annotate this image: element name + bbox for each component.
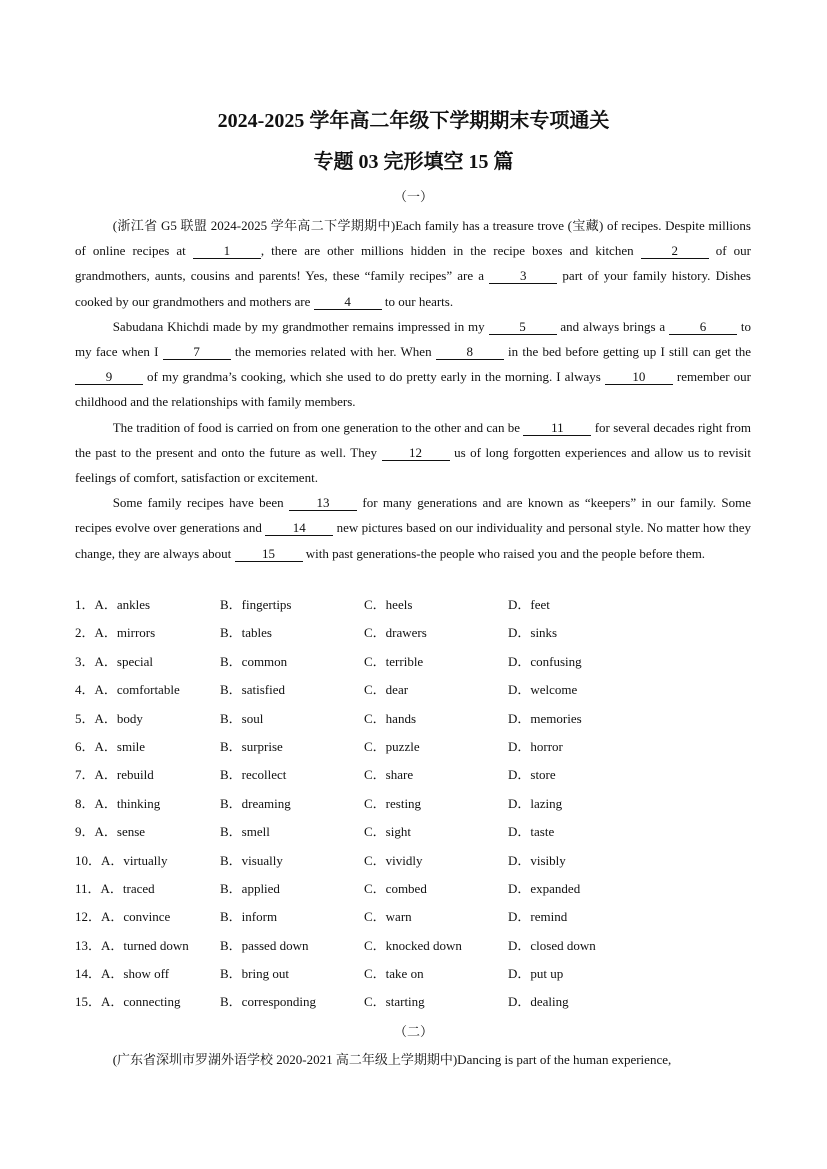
text-segment: to my face when I <box>75 318 751 360</box>
passage-2 <box>75 1047 751 1072</box>
option-a <box>75 878 155 897</box>
option-c: C．dear <box>364 682 409 698</box>
blank-7: 7 <box>163 345 231 360</box>
question-row <box>75 935 755 963</box>
document-subtitle: 专题 03 完形填空 15 篇 <box>313 151 514 173</box>
blank-10: 10 <box>605 370 673 385</box>
question-number: 11． <box>75 880 101 896</box>
option-a <box>75 935 189 954</box>
blank-1: 1 <box>193 244 261 259</box>
blank-13: 13 <box>289 496 357 511</box>
text-segment: part of your family history. Dishes cooked by our grandmothers and mothers are <box>75 268 751 309</box>
question-number: 7． <box>75 767 95 783</box>
text-segment: for many generations and are known as “keepers” in our family. Some recipes evolve over generations and <box>75 495 751 536</box>
option-d: D．horror <box>508 738 563 754</box>
option-d: D．put up <box>508 966 564 982</box>
question-number: 6． <box>75 738 95 754</box>
question-row <box>75 651 755 679</box>
option-b: B．soul <box>220 710 264 726</box>
option-a <box>75 708 143 727</box>
option-b: B．fingertips <box>220 597 292 612</box>
text-segment: Sabudana Khichdi made by my grandmother remains impressed in my <box>112 318 489 334</box>
option-a <box>75 736 145 755</box>
question-number: 5． <box>75 710 95 726</box>
text-segment: , there are other millions hidden in the recipe boxes and kitchen <box>260 243 641 259</box>
option-d: D．closed down <box>508 937 596 953</box>
option-d: D．expanded <box>508 880 581 896</box>
option-a <box>75 764 154 783</box>
text-segment: with past generations-the people who raised you and the people before them. <box>302 545 706 561</box>
option-c: C．hands <box>364 710 417 726</box>
option-a <box>75 622 155 641</box>
option-a <box>75 594 150 613</box>
option-d: D．memories <box>508 710 582 726</box>
blank-2: 2 <box>641 244 709 259</box>
document-title: 2024-2025 学年高二年级下学期期末专项通关 <box>217 110 610 132</box>
option-b: B．tables <box>220 625 272 641</box>
option-d: D．confusing <box>508 653 582 669</box>
blank-6: 6 <box>669 320 737 335</box>
option-c: C．terrible <box>364 653 424 669</box>
blank-12: 12 <box>382 446 450 461</box>
question-number: 2． <box>75 625 95 641</box>
blank-14: 14 <box>265 521 333 536</box>
option-d: D．sinks <box>508 625 558 641</box>
option-b: B．corresponding <box>220 994 317 1010</box>
option-b: B．surprise <box>220 738 283 754</box>
option-d: D．remind <box>508 909 568 925</box>
question-row <box>75 622 755 650</box>
option-text: A．body <box>94 710 143 726</box>
option-b: B．smell <box>220 824 270 840</box>
question-number: 12． <box>75 909 102 925</box>
question-number: 15． <box>75 994 102 1010</box>
question-number: 3． <box>75 653 95 669</box>
text-segment: remember our childhood and the relationships with family members. <box>75 369 751 410</box>
option-a <box>75 821 145 840</box>
option-text: A．turned down <box>101 937 189 953</box>
question-number: 1． <box>75 597 95 612</box>
question-row <box>75 736 755 764</box>
text-segment: of my grandma’s cooking, which she used to do pretty early in the morning. I always <box>143 369 605 385</box>
blank-9: 9 <box>75 370 143 385</box>
option-b: B．inform <box>220 909 278 925</box>
option-b: B．visually <box>220 852 283 868</box>
option-c: C．share <box>364 767 414 783</box>
paragraph <box>75 314 751 415</box>
blank-15: 15 <box>235 547 303 562</box>
question-number: 9． <box>75 824 95 840</box>
option-b: B．recollect <box>220 767 287 783</box>
question-row <box>75 793 755 821</box>
option-text: A．mirrors <box>94 625 156 641</box>
section-heading-2: （二） <box>393 1024 433 1039</box>
text-segment: for several decades right from the past to the present and onto the future as well. They <box>75 419 751 460</box>
option-d: D．lazing <box>508 795 563 811</box>
section-heading-1: （一） <box>393 189 433 204</box>
question-number: 4． <box>75 682 95 698</box>
option-a <box>75 793 160 812</box>
option-d: D．dealing <box>508 994 569 1010</box>
paragraph <box>75 490 751 566</box>
passage-1 <box>75 213 751 566</box>
option-text: A．traced <box>100 880 155 896</box>
option-b: B．bring out <box>220 966 289 982</box>
option-c: C．drawers <box>364 625 427 641</box>
question-row <box>75 821 755 849</box>
option-a <box>75 850 167 869</box>
blank-5: 5 <box>489 320 557 335</box>
option-c: C．resting <box>364 795 422 811</box>
option-a <box>75 906 170 925</box>
option-d: D．welcome <box>508 682 578 698</box>
question-row <box>75 850 755 878</box>
option-d: D．feet <box>508 597 550 612</box>
text-segment: Some family recipes have been <box>112 495 290 511</box>
option-c: C．take on <box>364 966 424 982</box>
option-c: C．warn <box>364 909 412 925</box>
options-list <box>75 594 755 1020</box>
question-row <box>75 906 755 934</box>
question-row <box>75 594 755 622</box>
option-c: C．sight <box>364 824 411 840</box>
option-b: B．passed down <box>220 937 309 953</box>
option-d: D．visibly <box>508 852 566 868</box>
paragraph <box>75 415 751 491</box>
question-number: 10． <box>75 852 102 868</box>
text-segment: of our grandmothers, aunts, cousins and parents! Yes, these “family recipes” are a <box>75 243 752 284</box>
paragraph <box>75 213 751 314</box>
option-c: C．heels <box>364 597 413 612</box>
question-row <box>75 991 755 1019</box>
text-segment: and always brings a <box>556 318 670 334</box>
option-text: A．convince <box>101 909 171 925</box>
option-c: C．vividly <box>364 852 423 868</box>
question-row <box>75 878 755 906</box>
option-text: A．comfortable <box>94 682 180 698</box>
text-segment: new pictures based on our individuality and personal style. No matter how they change, they are always about <box>75 520 752 561</box>
option-c: C．puzzle <box>364 738 420 754</box>
option-b: B．dreaming <box>220 795 291 811</box>
option-text: A．thinking <box>94 795 161 811</box>
blank-3: 3 <box>489 269 557 284</box>
text-segment: the memories related with her. When <box>230 344 436 360</box>
question-number: 13． <box>75 937 102 953</box>
option-text: A．smile <box>94 738 146 754</box>
paragraph: (广东省深圳市罗湖外语学校 2020-2021 高二年级上学期期中)Dancing is part of the human experience, <box>112 1052 672 1067</box>
text-segment: The tradition of food is carried on from one generation to the other and can be <box>112 419 524 435</box>
option-text: A．sense <box>94 824 146 840</box>
text-segment: to our hearts. <box>381 293 454 309</box>
question-row <box>75 708 755 736</box>
question-row <box>75 764 755 792</box>
option-text: A．virtually <box>101 852 168 868</box>
text-segment: us of long forgotten experiences and allow us to revisit feelings of comfort, satisfaction or excitement. <box>75 444 751 486</box>
question-number: 14． <box>75 966 102 982</box>
question-row <box>75 679 755 707</box>
question-row <box>75 963 755 991</box>
text-segment: in the bed before getting up I still can get the <box>503 344 751 360</box>
option-text: A．show off <box>101 966 170 982</box>
option-c: C．combed <box>364 880 427 896</box>
question-number: 8． <box>75 795 95 811</box>
option-a <box>75 679 180 698</box>
option-text: A．ankles <box>94 597 151 612</box>
blank-8: 8 <box>436 345 504 360</box>
blank-4: 4 <box>314 295 382 310</box>
option-c: C．starting <box>364 994 425 1010</box>
option-text: A．special <box>94 653 153 669</box>
option-b: B．common <box>220 653 288 669</box>
option-a <box>75 963 169 982</box>
option-d: D．store <box>508 767 556 783</box>
blank-11: 11 <box>523 421 591 436</box>
option-c: C．knocked down <box>364 937 462 953</box>
option-a <box>75 651 153 670</box>
option-b: B．satisfied <box>220 682 285 698</box>
option-b: B．applied <box>220 880 280 896</box>
option-d: D．taste <box>508 824 555 840</box>
option-text: A．rebuild <box>94 767 154 783</box>
option-text: A．connecting <box>101 994 181 1010</box>
text-segment: (浙江省 G5 联盟 2024-2025 学年高二下学期期中)Each family has a treasure trove (宝藏) of recipes. Despite millions of online recipes at <box>75 218 751 259</box>
option-a <box>75 991 180 1010</box>
